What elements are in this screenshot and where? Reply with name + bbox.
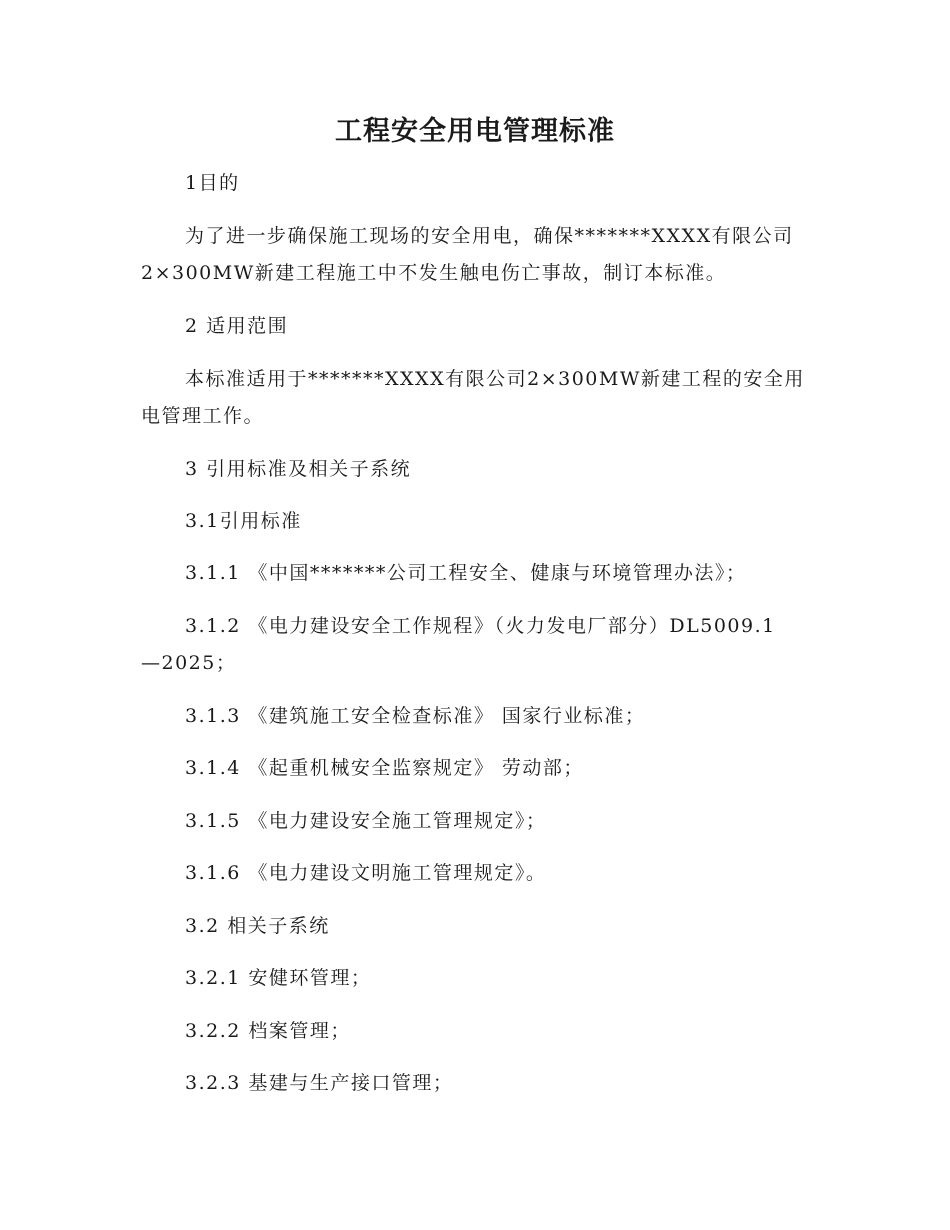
reference-item-3-1-2-line-1: 3.1.2 《电力建设安全工作规程》（火力发电厂部分）DL5009.1 (185, 615, 776, 637)
reference-item-3-1-3: 3.1.3 《建筑施工安全检查标准》 国家行业标准； (185, 705, 646, 727)
subsystem-item-3-2-2: 3.2.2 档案管理； (185, 1020, 351, 1042)
reference-item-3-1-6: 3.1.6 《电力建设文明施工管理规定》。 (185, 862, 547, 884)
subsystem-item-3-2-1: 3.2.1 安健环管理； (185, 967, 372, 989)
scope-paragraph-line-2: 电管理工作。 (141, 405, 265, 427)
section-3-2-heading: 3.2 相关子系统 (185, 915, 330, 937)
scope-paragraph-line-1: 本标准适用于*******XXXX有限公司2×300MW新建工程的安全用 (185, 368, 805, 390)
reference-item-3-1-1: 3.1.1 《中国*******公司工程安全、健康与环境管理办法》； (185, 562, 747, 584)
purpose-paragraph-line-2: 2×300MW新建工程施工中不发生触电伤亡事故，制订本标准。 (141, 262, 727, 284)
section-2-heading: 2 适用范围 (185, 315, 289, 337)
reference-item-3-1-5: 3.1.5 《电力建设安全施工管理规定》； (185, 810, 547, 832)
subsystem-item-3-2-3: 3.2.3 基建与生产接口管理； (185, 1072, 454, 1094)
purpose-paragraph-line-1: 为了进一步确保施工现场的安全用电，确保*******XXXX有限公司 (185, 225, 794, 247)
reference-item-3-1-4: 3.1.4 《起重机械安全监察规定》 劳动部； (185, 757, 584, 779)
document-title: 工程安全用电管理标准 (335, 116, 615, 147)
section-3-1-heading: 3.1引用标准 (185, 510, 302, 532)
reference-item-3-1-2-line-2: —2025； (141, 652, 237, 674)
section-1-heading: 1目的 (185, 172, 240, 194)
section-3-heading: 3 引用标准及相关子系统 (185, 458, 412, 480)
